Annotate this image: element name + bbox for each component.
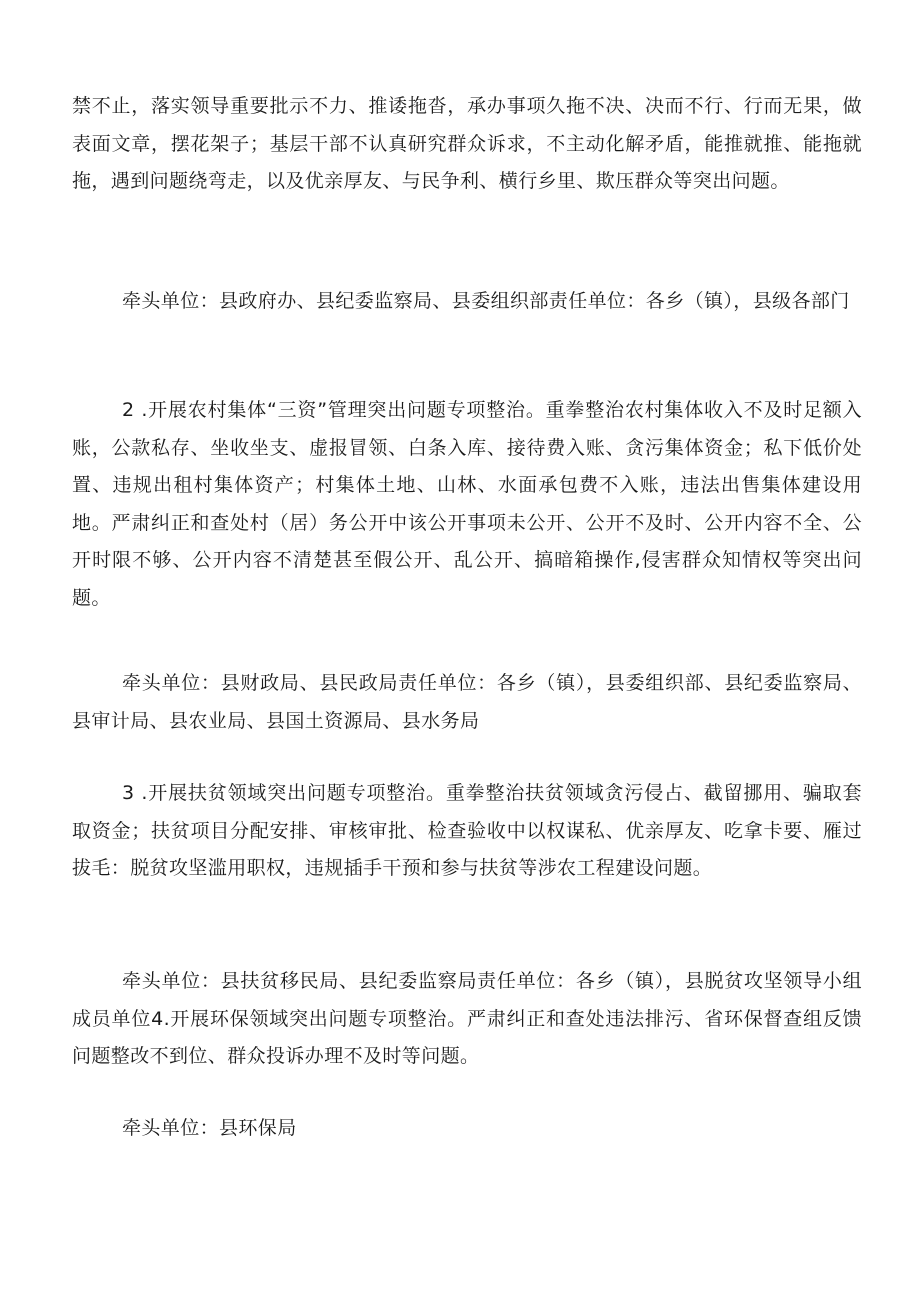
lead-unit-paragraph-4: 牵头单位：县环保局	[122, 1117, 297, 1139]
lead-unit-paragraph-2: 牵头单位：县财政局、县民政局责任单位：各乡（镇），县委组织部、县纪委监察局、县审计局、县农业局、县国土资源局、县水务局	[72, 672, 862, 732]
lead-unit-paragraph-1: 牵头单位：县政府办、县纪委监察局、县委组织部责任单位：各乡（镇），县级各部门	[122, 290, 850, 312]
body-paragraph-1: 禁不止，落实领导重要批示不力、推诿拖沓，承办事项久拖不决、决而不行、行而无果，做表面文章，摆花架子；基层干部不认真研究群众诉求，不主动化解矛盾，能推就推、能拖就拖，遇到问题绕弯走，以及优亲厚友、与民争利、横行乡里、欺压群众等突出问题。	[72, 95, 862, 192]
section-2-paragraph: 2 .开展农村集体“三资”管理突出问题专项整治。重拳整治农村集体收入不及时足额入账，公款私存、坐收坐支、虚报冒领、白条入库、接待费入账、贪污集体资金；私下低价处置、违规出租村集体资产；村集体土地、山林、水面承包费不入账，违法出售集体建设用地。严肃纠正和查处村（居）务公开中该公开事项未公开、公开不及时、公开内容不全、公开时限不够、公开内容不清楚甚至假公开、乱公开、搞暗箱操作,侵害群众知情权等突出问题。	[72, 399, 862, 609]
section-3-paragraph: 3 .开展扶贫领域突出问题专项整治。重拳整治扶贫领域贪污侵占、截留挪用、骗取套取资金；扶贫项目分配安排、审核审批、检查验收中以权谋私、优亲厚友、吃拿卡要、雁过拔毛：脱贫攻坚滥用职权，违规插手干预和参与扶贫等涉农工程建设问题。	[72, 782, 862, 879]
lead-unit-paragraph-3: 牵头单位：县扶贫移民局、县纪委监察局责任单位：各乡（镇），县脱贫攻坚领导小组成员单位4.开展环保领域突出问题专项整治。严肃纠正和查处违法排污、省环保督查组反馈问题整改不到位、群众投诉办理不及时等问题。	[72, 970, 862, 1067]
